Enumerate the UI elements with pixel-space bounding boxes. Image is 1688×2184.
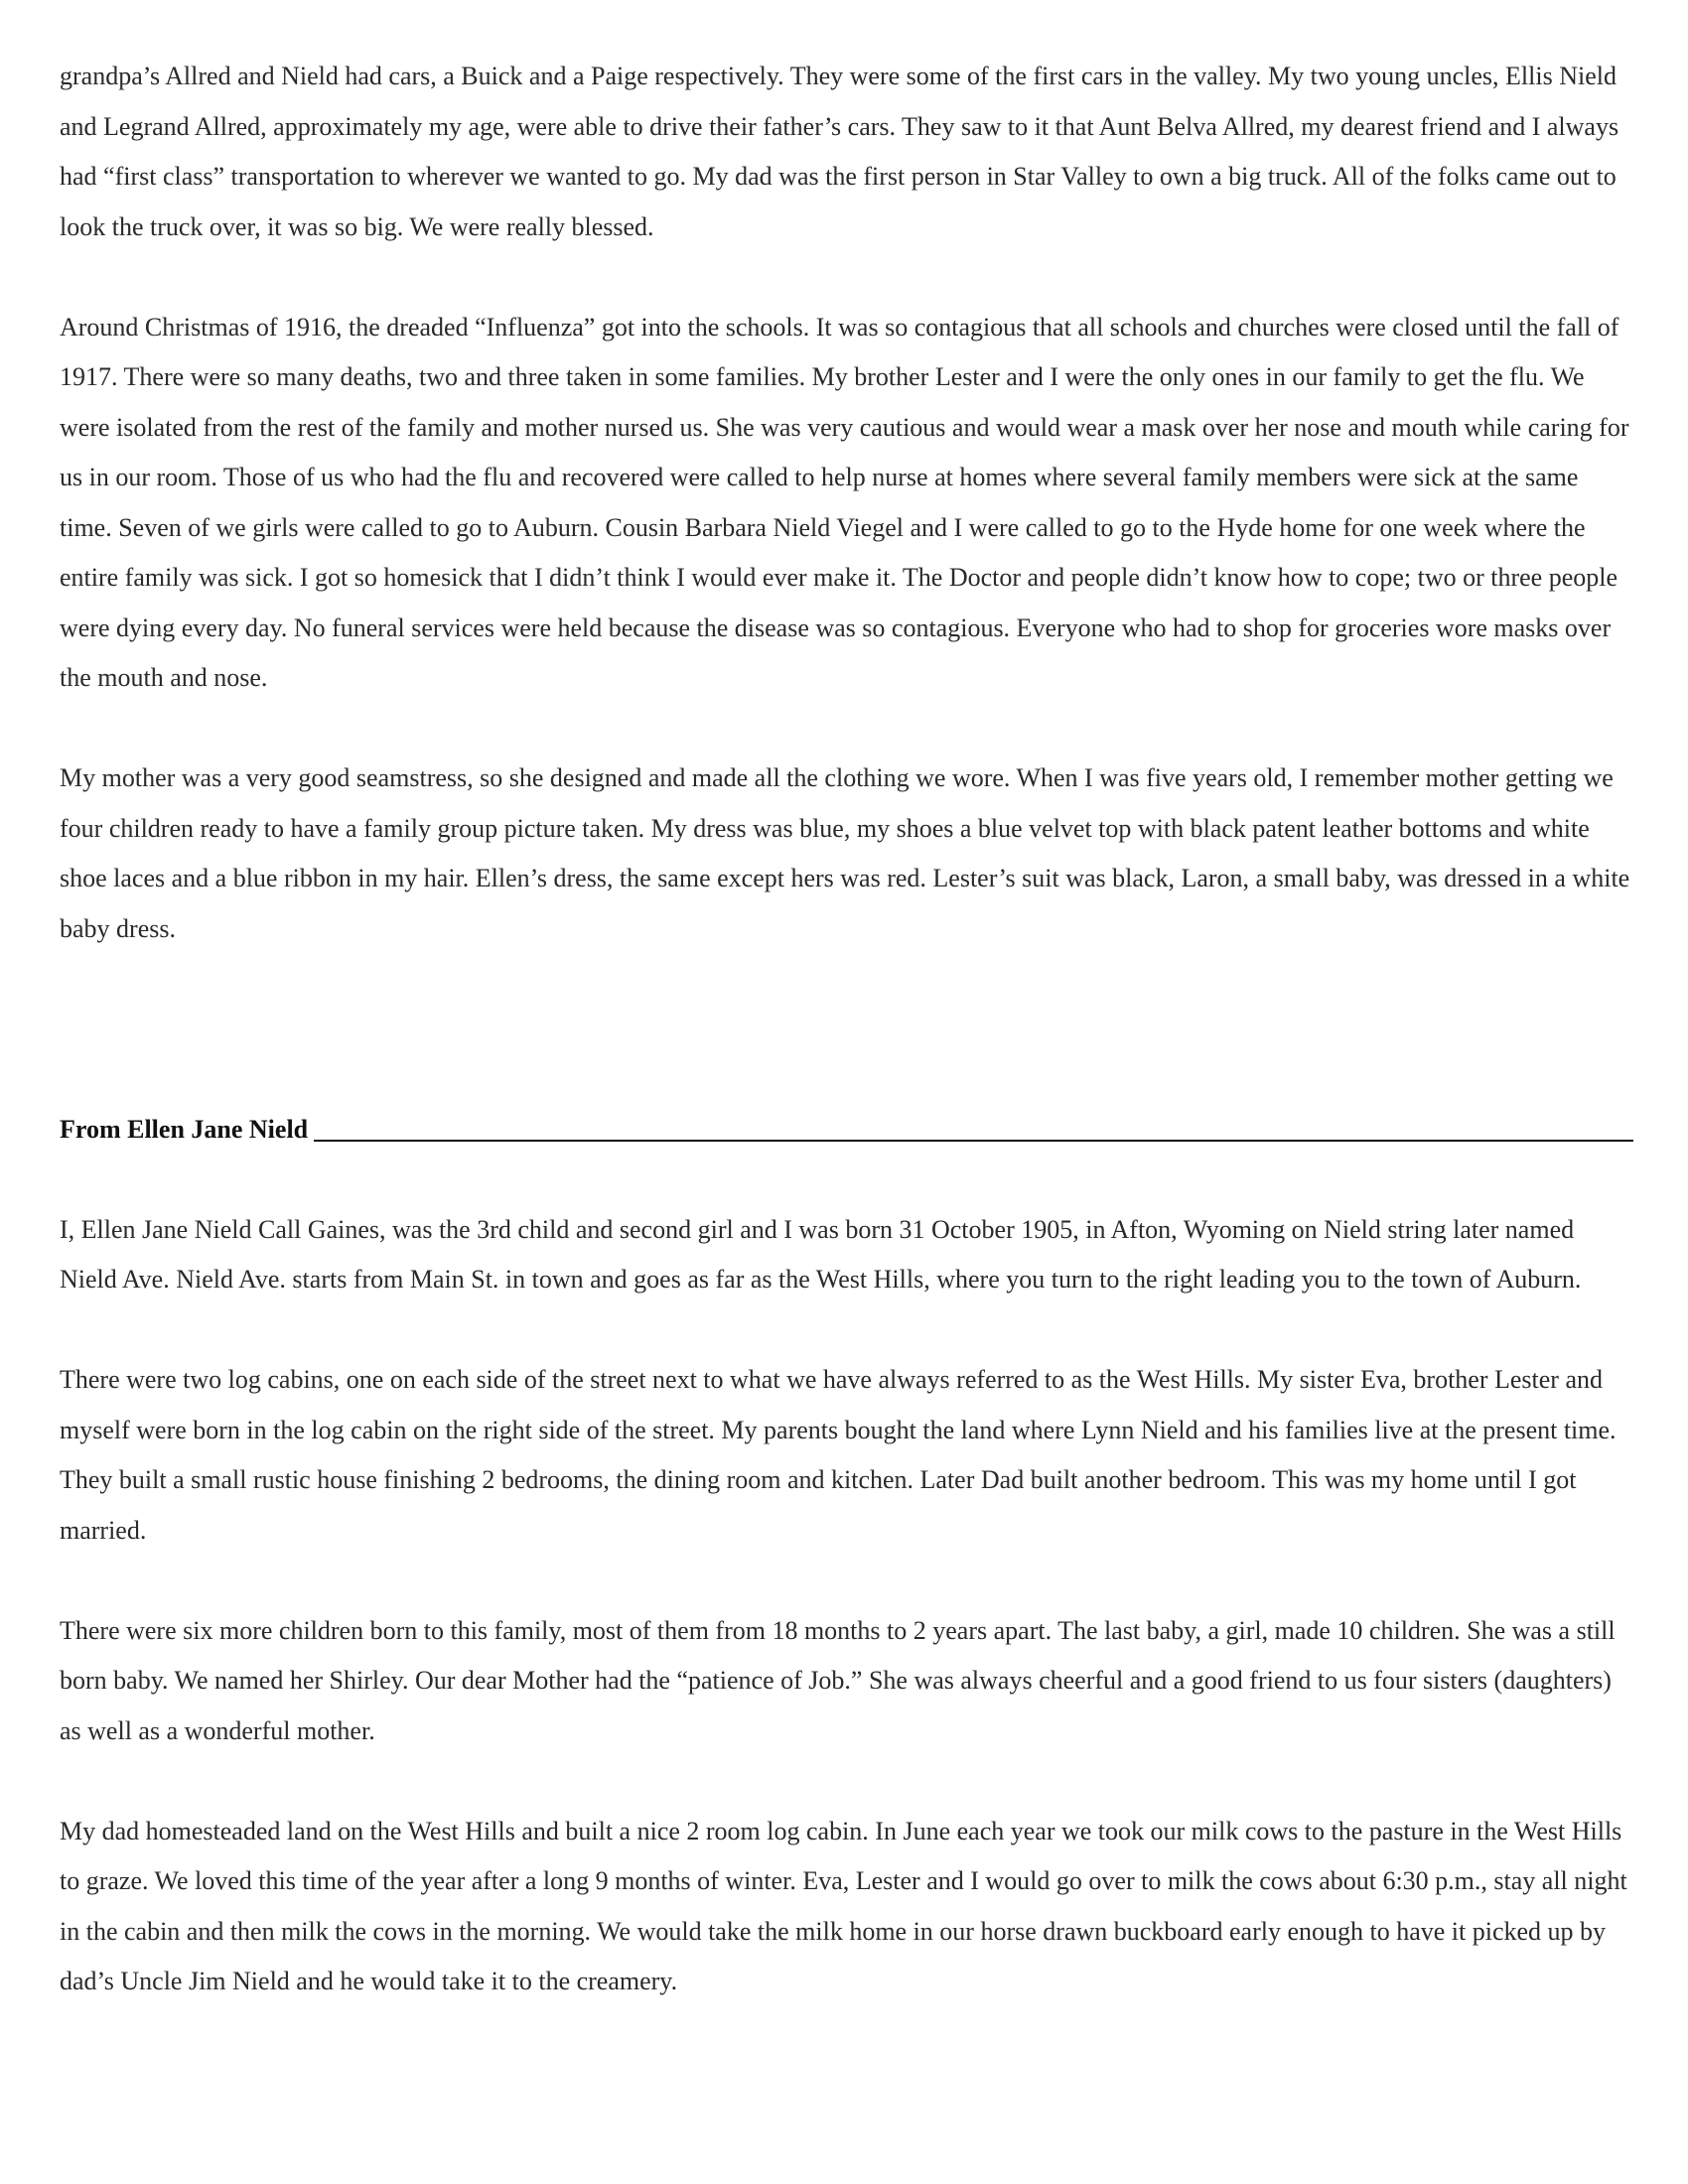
paragraph-influenza: Around Christmas of 1916, the dreaded “Influenza” got into the schools. It was so contagious that all schools and churches were closed until the fall of 1917. There were so many deaths, two and three taken in some families. My brother Lester and I were the only ones in our family to get the flu. We were isolated from the rest of the family and mother nursed us. She was very cautious and would wear a mask over her nose and mouth while caring for us in our room. Those of us who had the flu and recovered were called to help nurse at homes where several family members were sick at the same time. Seven of we girls were called to go to Auburn. Cousin Barbara Nield Viegel and I were called to go to the Hyde home for one week where the entire family was sick. I got so homesick that I didn’t think I would ever make it. The Doctor and people didn’t know how to cope; two or three people were dying every day. No funeral services were held because the disease was so contagious. Everyone who had to shop for groceries wore masks over the mouth and nose. xyxy=(60,312,1629,692)
paragraph-children: There were six more children born to this family, most of them from 18 months to 2 years apart. The last baby, a girl, made 10 children. She was a still born baby. We named her Shirley. Our dear Mother had the “patience of Job.” She was always cheerful and a good friend to us four sisters (daughters) as well as a wonderful mother. xyxy=(60,1615,1616,1745)
section-heading xyxy=(60,1105,1633,1156)
section-spacer xyxy=(60,1005,1633,1105)
paragraph-seamstress: My mother was a very good seamstress, so she designed and made all the clothing we wore. When I was five years old, I remember mother getting we four children ready to have a family group picture taken. My dress was blue, my shoes a blue velvet top with black patent leather bottoms and white shoe laces and a blue ribbon in my hair. Ellen’s dress, the same except hers was red. Lester’s suit was black, Laron, a small baby, was dressed in a white baby dress. xyxy=(60,763,1630,943)
paragraph-log-cabins: There were two log cabins, one on each side of the street next to what we have always referred to as the West Hills. My sister Eva, brother Lester and myself were born in the log cabin on the right side of the street. My parents bought the land where Lynn Nield and his families live at the present time. They built a small rustic house finishing 2 bedrooms, the dining room and kitchen. Later Dad built another bedroom. This was my home until I got married. xyxy=(60,1365,1617,1545)
document-body xyxy=(60,52,1633,2057)
paragraph-homestead: My dad homesteaded land on the West Hills and built a nice 2 room log cabin. In June each year we took our milk cows to the pasture in the West Hills to graze. We loved this time of the year after a long 9 months of winter. Eva, Lester and I would go over to milk the cows about 6:30 p.m., stay all night in the cabin and then milk the cows in the morning. We would take the milk home in our horse drawn buckboard early enough to have it picked up by dad’s Uncle Jim Nield and he would take it to the creamery. xyxy=(60,1816,1627,1995)
heading-underline-rule xyxy=(314,1140,1633,1142)
paragraph-cars: grandpa’s Allred and Nield had cars, a Buick and a Paige respectively. They were some of the first cars in the valley. My two young uncles, Ellis Nield and Legrand Allred, approximately my age, were able to drive their father’s cars. They saw to it that Aunt Belva Allred, my dearest friend and I always had “first class” transportation to wherever we wanted to go. My dad was the first person in Star Valley to own a big truck. All of the folks came out to look the truck over, it was so big. We were really blessed. xyxy=(60,62,1619,241)
section-heading-text: From Ellen Jane Nield xyxy=(60,1114,309,1144)
paragraph-birth: I, Ellen Jane Nield Call Gaines, was the 3rd child and second girl and I was born 31 October 1905, in Afton, Wyoming on Nield string later named Nield Ave. Nield Ave. starts from Main St. in town and goes as far as the West Hills, where you turn to the right leading you to the town of Auburn. xyxy=(60,1214,1582,1294)
